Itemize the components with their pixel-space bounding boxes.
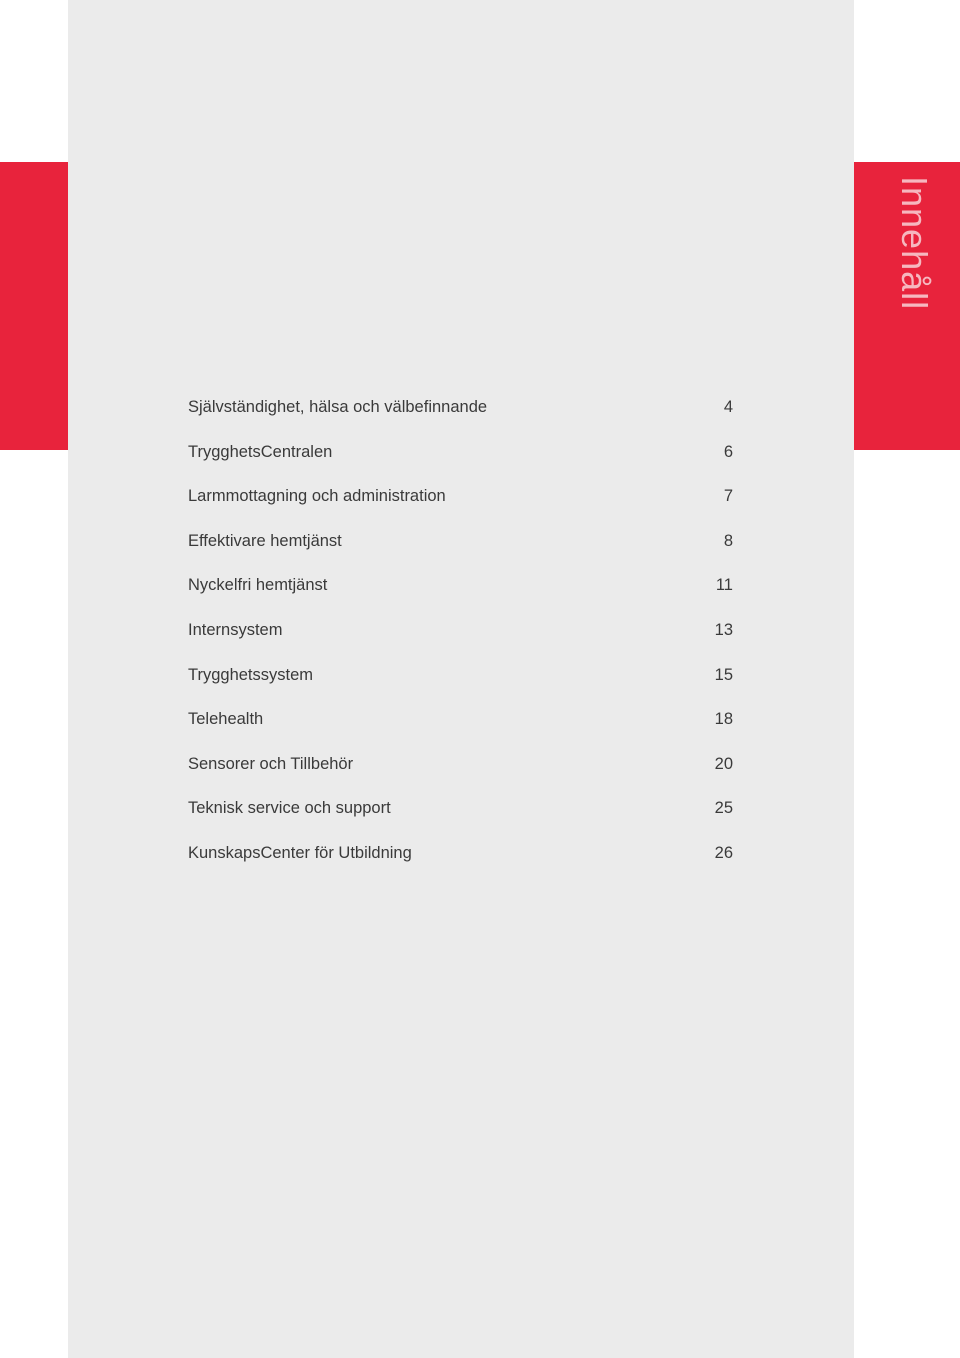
toc-entry-page: 25 [714, 799, 733, 818]
toc-entry[interactable] [188, 749, 733, 794]
section-tab-title: Innehåll [894, 176, 935, 311]
toc-entry-label: Internsystem [188, 620, 283, 639]
toc-entry-label: Teknisk service och support [188, 799, 391, 818]
toc-entry-page: 4 [723, 398, 733, 416]
toc-entry[interactable] [188, 615, 733, 660]
toc-entry-page: 6 [723, 442, 733, 461]
toc-entry[interactable] [188, 526, 733, 571]
toc-entry-label: Nyckelfri hemtjänst [188, 576, 328, 595]
toc-entry-page: 7 [723, 487, 733, 506]
toc-entry-label: Effektivare hemtjänst [188, 531, 342, 550]
toc-entry-page: 26 [714, 843, 733, 862]
toc-entry-label: TrygghetsCentralen [188, 442, 333, 461]
toc-entry-label: Självständighet, hälsa och välbefinnande [188, 398, 488, 416]
toc-entry-label: Sensorer och Tillbehör [188, 754, 354, 773]
left-accent-band [0, 162, 68, 450]
toc-entry[interactable] [188, 392, 733, 437]
toc-entry-label: KunskapsCenter för Utbildning [188, 843, 412, 862]
toc-entry[interactable] [188, 838, 733, 883]
toc-entry-label: Larmmottagning och administration [188, 487, 446, 506]
toc-entry-page: 8 [723, 531, 733, 550]
table-of-contents [188, 392, 733, 883]
toc-entry[interactable] [188, 437, 733, 482]
toc-entry-page: 20 [714, 754, 733, 773]
toc-entry-label: Telehealth [188, 710, 264, 729]
toc-entry[interactable] [188, 660, 733, 705]
toc-entry-page: 18 [714, 710, 733, 729]
toc-entry-page: 11 [715, 576, 733, 595]
toc-entry[interactable] [188, 481, 733, 526]
toc-entry-page: 15 [714, 665, 733, 684]
toc-entry-page: 13 [714, 620, 733, 639]
toc-entry[interactable] [188, 793, 733, 838]
toc-entry[interactable] [188, 570, 733, 615]
toc-entry-label: Trygghetssystem [188, 665, 314, 684]
toc-entry[interactable] [188, 704, 733, 749]
